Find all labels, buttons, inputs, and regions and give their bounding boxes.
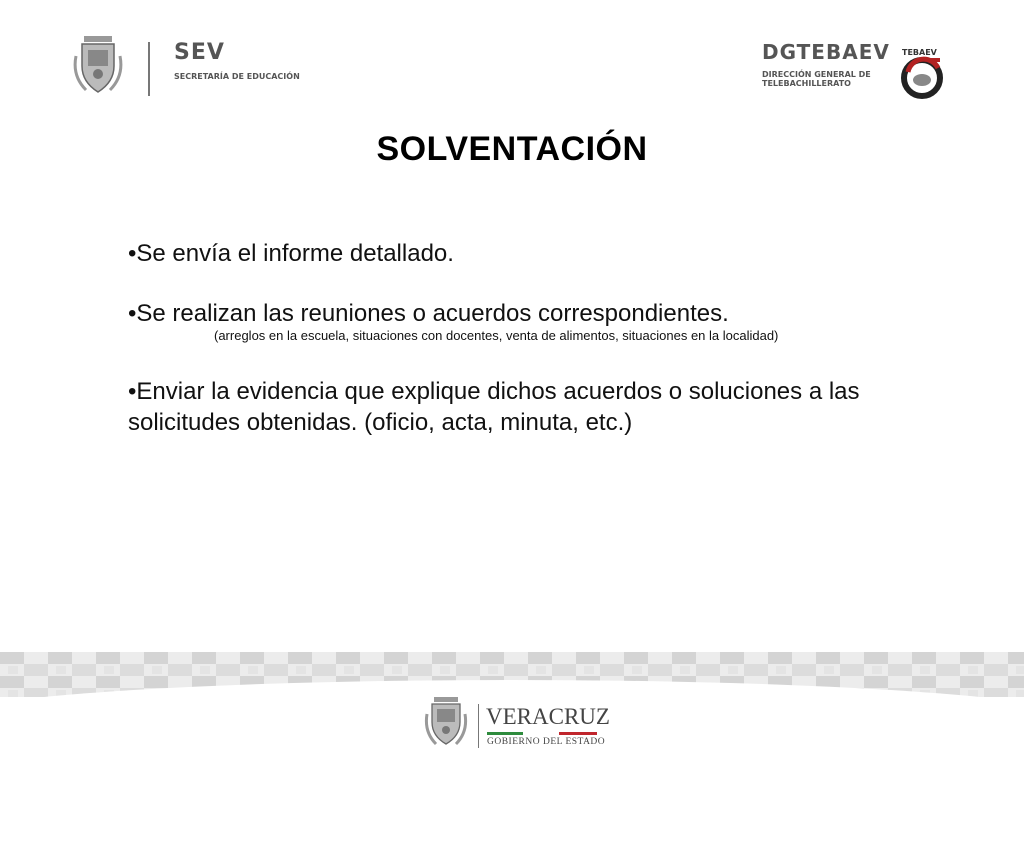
sev-acronym: SEV [174, 40, 225, 65]
flag-stripe [487, 732, 597, 735]
bullet-2: •Se realizan las reuniones o acuerdos correspondientes. [128, 300, 729, 327]
dgtebaev-subtitle-line1: DIRECCIÓN GENERAL DE [762, 70, 871, 79]
logo-divider [148, 42, 150, 96]
dgtebaev-acronym: DGTEBAEV [762, 40, 890, 64]
tebaev-emblem-icon [900, 54, 948, 102]
veracruz-coat-of-arms-icon [72, 34, 124, 96]
bullet-1: •Se envía el informe detallado. [128, 240, 454, 267]
bullet-2-note: (arreglos en la escuela, situaciones con docentes, venta de alimentos, situaciones en la localidad) [214, 328, 779, 343]
dgtebaev-subtitle-line2: TELEBACHILLERATO [762, 79, 851, 88]
tebaev-badge: TEBAEV [902, 48, 937, 57]
veracruz-footer-logo [424, 694, 614, 754]
dgtebaev-logo [762, 40, 962, 100]
sev-logo [72, 34, 312, 98]
footer-tagline: GOBIERNO DEL ESTADO [487, 737, 606, 747]
bullet-3-line1: •Enviar la evidencia que explique dichos acuerdos o soluciones a las [128, 378, 860, 405]
bullet-3-line2: solicitudes obtenidas. (oficio, acta, minuta, etc.) [128, 409, 633, 436]
slide-title: SOLVENTACIÓN [376, 130, 648, 168]
footer-brand: VERACRUZ [486, 704, 610, 729]
footer-divider [478, 704, 479, 748]
veracruz-coat-of-arms-icon [424, 696, 468, 750]
sev-subtitle: SECRETARÍA DE EDUCACIÓN [174, 72, 300, 81]
